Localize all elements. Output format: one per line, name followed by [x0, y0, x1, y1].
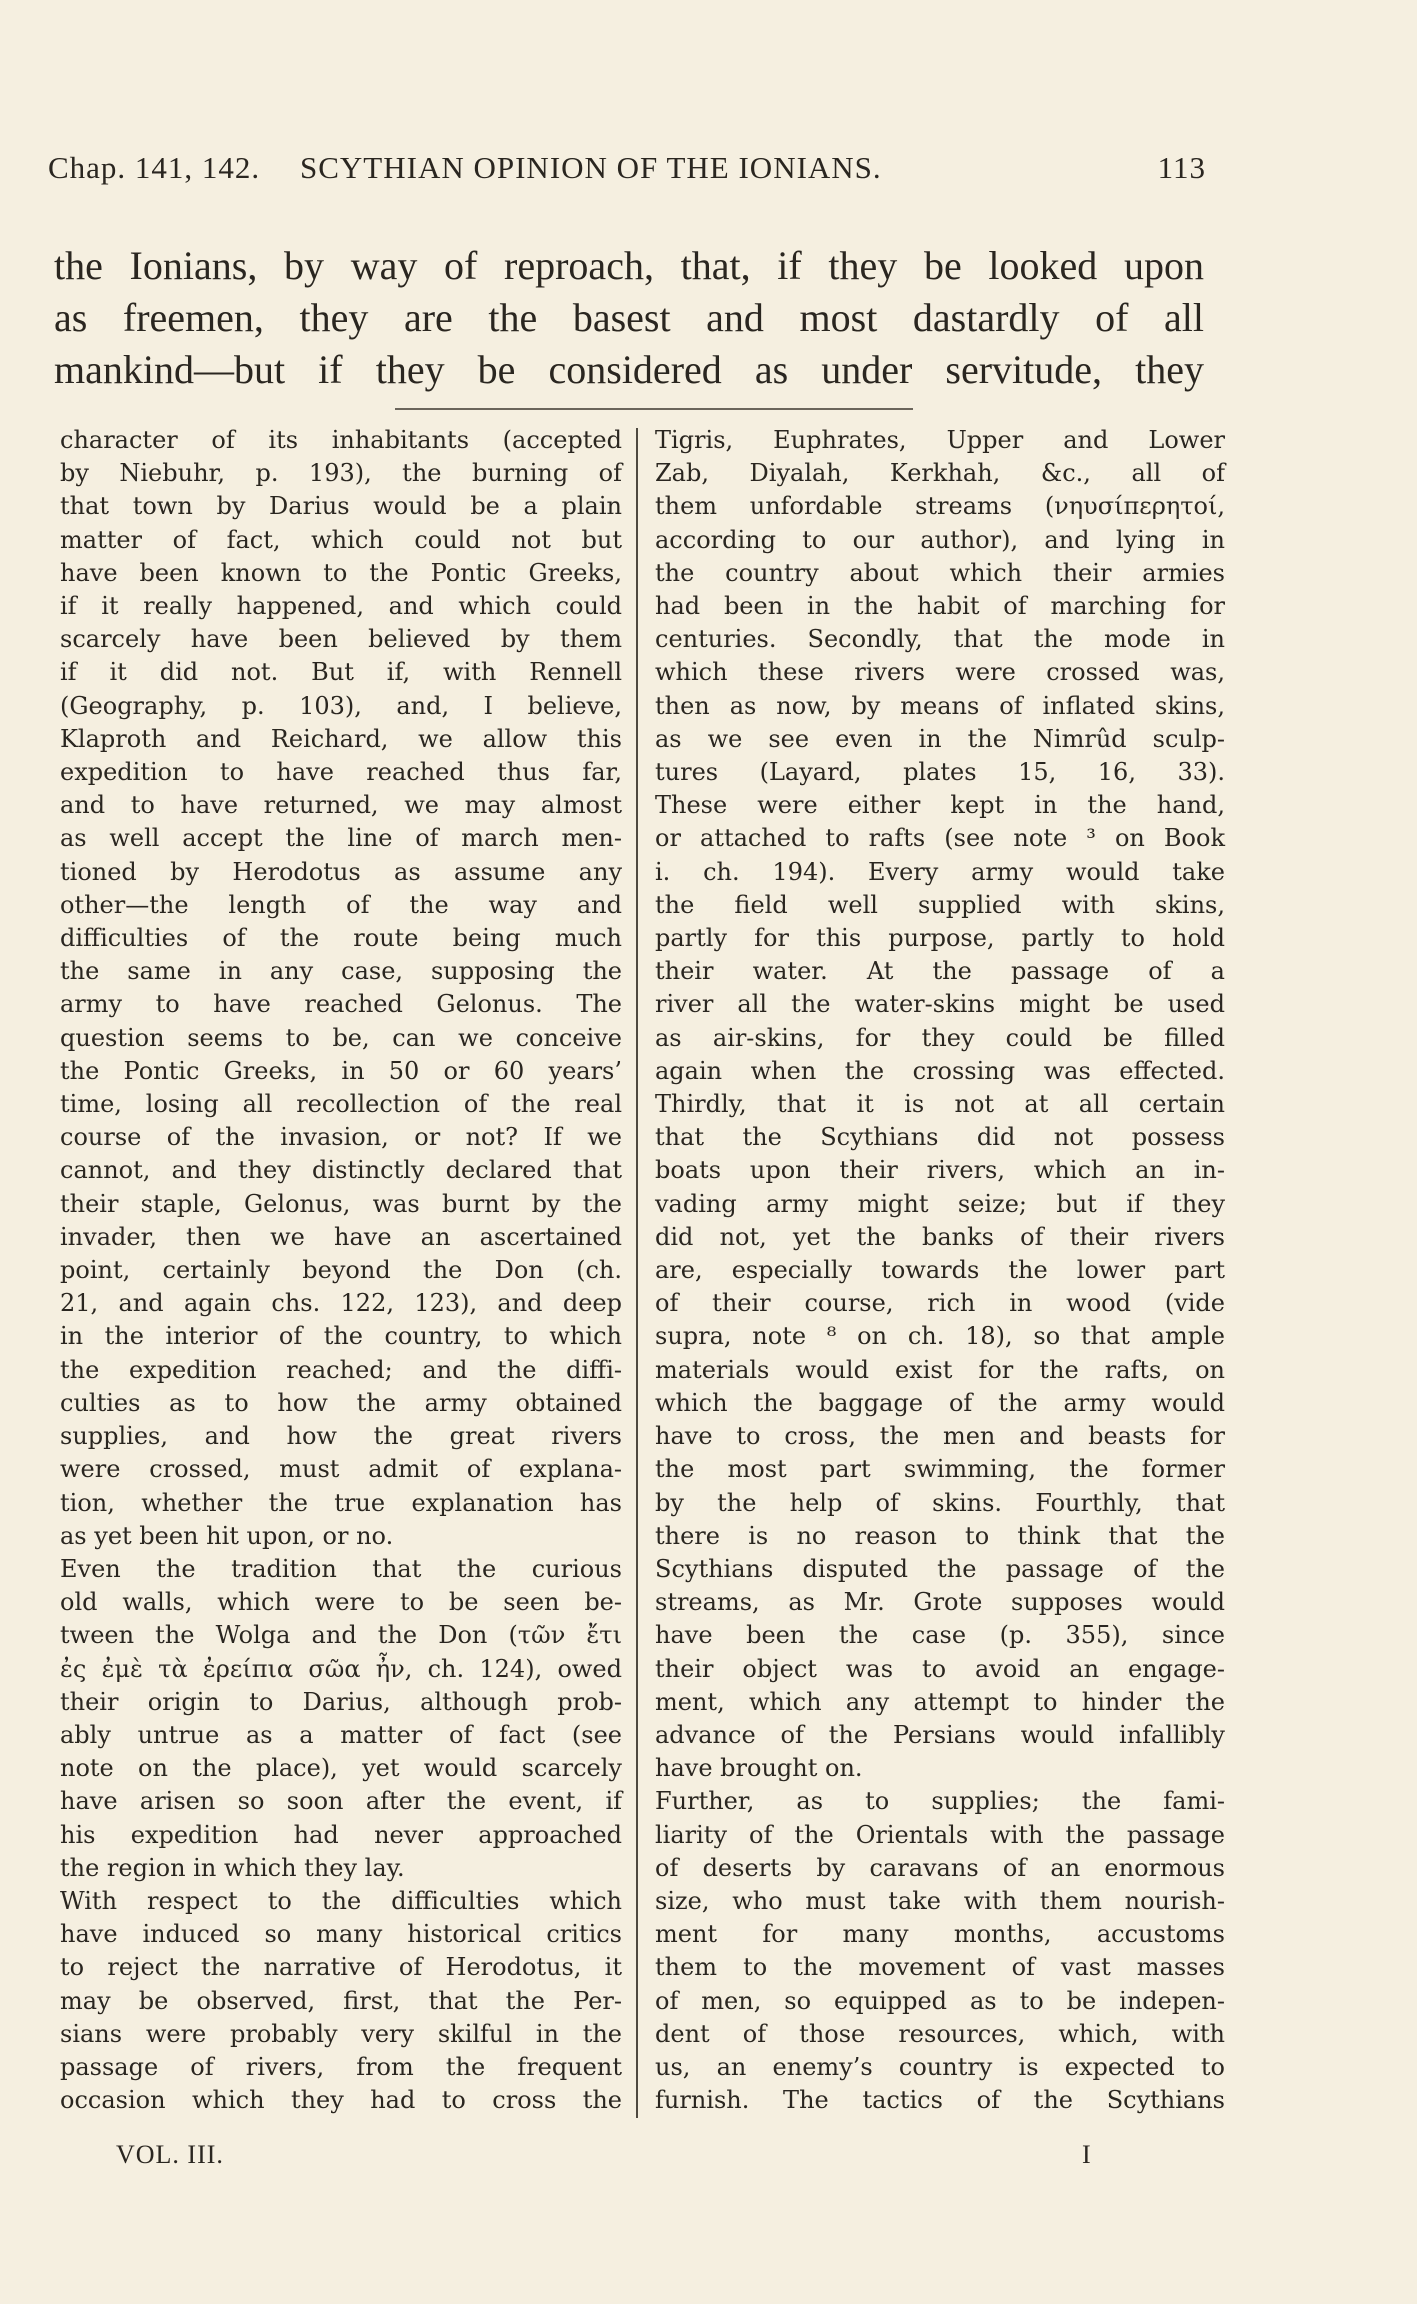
note-line: as we see even in the Nimrûd sculp-: [655, 724, 1225, 753]
note-line: their origin to Darius, although prob-: [60, 1687, 622, 1716]
note-line: by the help of skins. Fourthly, that: [655, 1488, 1225, 1517]
note-line: were crossed, must admit of explana-: [60, 1455, 622, 1484]
note-line: the region in which they lay.: [60, 1853, 405, 1882]
right-note-column: [655, 424, 1225, 2117]
note-line: invader, then we have an ascertained: [60, 1222, 622, 1251]
note-line: which these rivers were crossed was,: [655, 658, 1225, 687]
note-line: ment for many months, accustoms: [655, 1920, 1225, 1949]
note-line: boats upon their rivers, which an in-: [655, 1156, 1225, 1185]
note-line: Thirdly, that it is not at all certain: [655, 1090, 1225, 1119]
note-line: the most part swimming, the former: [655, 1455, 1225, 1484]
page-number: 113: [1157, 150, 1206, 185]
main-text: [54, 240, 1204, 396]
note-line: of their course, rich in wood (vide: [655, 1289, 1225, 1318]
note-line: Even the tradition that the curious: [60, 1554, 622, 1583]
note-line: which the baggage of the army would: [655, 1388, 1225, 1417]
note-line: have been the case (p. 355), since: [655, 1621, 1225, 1650]
signature-mark: I: [1082, 2140, 1092, 2169]
note-line: liarity of the Orientals with the passage: [655, 1820, 1225, 1849]
note-line: With respect to the difficulties which: [60, 1886, 622, 1915]
note-line: tion, whether the true explanation has: [60, 1488, 622, 1517]
note-line: occasion which they had to cross the: [60, 2086, 622, 2115]
note-line: as air-skins, for they could be filled: [655, 1023, 1225, 1052]
note-line: size, who must take with them nourish-: [655, 1886, 1225, 1915]
note-line: or attached to rafts (see note ³ on Book: [655, 824, 1225, 853]
note-line: supplies, and how the great rivers: [60, 1422, 622, 1451]
note-line: ment, which any attempt to hinder the: [655, 1687, 1225, 1716]
note-line: of deserts by caravans of an enormous: [655, 1853, 1225, 1882]
note-line: advance of the Persians would infallibly: [655, 1720, 1225, 1749]
note-line: have to cross, the men and beasts for: [655, 1422, 1225, 1451]
note-line: ably untrue as a matter of fact (see: [60, 1720, 622, 1749]
note-line: as well accept the line of march men-: [60, 824, 622, 853]
note-line: the country about which their armies: [655, 558, 1225, 587]
note-line: Further, as to supplies; the fami-: [655, 1787, 1225, 1816]
main-text-line: the Ionians, by way of reproach, that, if they be looked upon: [54, 243, 1204, 288]
note-line: character of its inhabitants (accepted: [60, 426, 622, 454]
note-line: the field well supplied with skins,: [655, 890, 1225, 919]
note-line: their staple, Gelonus, was burnt by the: [60, 1189, 622, 1218]
note-line: to reject the narrative of Herodotus, it: [60, 1953, 622, 1982]
note-line: their object was to avoid an engage-: [655, 1654, 1225, 1683]
note-line: of men, so equipped as to be indepen-: [655, 1986, 1225, 2015]
note-line: expedition to have reached thus far,: [60, 758, 622, 787]
volume-label: VOL. III.: [116, 2140, 224, 2169]
note-line: by Niebuhr, p. 193), the burning of: [60, 459, 622, 488]
note-line: if it really happened, and which could: [60, 592, 622, 621]
note-line: cannot, and they distinctly declared that: [60, 1156, 622, 1185]
note-line: according to our author), and lying in: [655, 525, 1225, 554]
note-line: have arisen so soon after the event, if: [60, 1787, 622, 1816]
note-line: vading army might seize; but if they: [655, 1189, 1225, 1218]
note-line: the same in any case, supposing the: [60, 957, 622, 986]
note-line: in the interior of the country, to which: [60, 1322, 622, 1351]
note-line: scarcely have been believed by them: [60, 625, 622, 654]
note-line: tween the Wolga and the Don (τῶν ἔτι: [60, 1621, 622, 1650]
note-line: 21, and again chs. 122, 123), and deep: [60, 1289, 622, 1318]
running-head: [48, 150, 1206, 196]
note-line: Scythians disputed the passage of the: [655, 1554, 1225, 1583]
note-line: again when the crossing was effected.: [655, 1056, 1225, 1085]
section-rule: [395, 408, 913, 410]
note-line: Klaproth and Reichard, we allow this: [60, 724, 622, 753]
note-line: (Geography, p. 103), and, I believe,: [60, 691, 622, 720]
note-line: as yet been hit upon, or no.: [60, 1521, 394, 1550]
note-line: us, an enemy’s country is expected to: [655, 2052, 1225, 2081]
main-text-line: mankind—but if they be considered as under servitude, they: [54, 347, 1204, 392]
note-line: tures (Layard, plates 15, 16, 33).: [655, 758, 1225, 787]
note-line: his expedition had never approached: [60, 1820, 622, 1849]
note-line: Tigris, Euphrates, Upper and Lower: [655, 426, 1225, 454]
note-line: time, losing all recollection of the real: [60, 1090, 622, 1119]
note-line: i. ch. 194). Every army would take: [655, 857, 1225, 886]
note-line: the Pontic Greeks, in 50 or 60 years’: [60, 1056, 622, 1085]
note-line: streams, as Mr. Grote supposes would: [655, 1588, 1225, 1617]
note-line: have been known to the Pontic Greeks,: [60, 558, 622, 587]
note-line: river all the water-skins might be used: [655, 990, 1225, 1019]
note-line: if it did not. But if, with Rennell: [60, 658, 622, 687]
note-line: supra, note ⁸ on ch. 18), so that ample: [655, 1322, 1225, 1351]
note-line: had been in the habit of marching for: [655, 592, 1225, 621]
note-line: other—the length of the way and: [60, 890, 622, 919]
note-line: old walls, which were to be seen be-: [60, 1588, 622, 1617]
note-line: These were either kept in the hand,: [655, 791, 1225, 820]
note-line: have induced so many historical critics: [60, 1920, 622, 1949]
note-line: sians were probably very skilful in the: [60, 2019, 622, 2048]
note-line: centuries. Secondly, that the mode in: [655, 625, 1225, 654]
note-line: did not, yet the banks of their rivers: [655, 1222, 1225, 1251]
main-text-line: as freemen, they are the basest and most dastardly of all: [54, 295, 1204, 340]
note-line: have brought on.: [655, 1754, 863, 1783]
note-line: that the Scythians did not possess: [655, 1123, 1225, 1152]
note-line: ἐς ἐμὲ τὰ ἐρείπια σῶα ἦν, ch. 124), owed: [60, 1654, 622, 1683]
note-line: their water. At the passage of a: [655, 957, 1225, 986]
note-line: question seems to be, can we conceive: [60, 1023, 622, 1052]
left-note-column: [60, 424, 622, 2117]
note-line: are, especially towards the lower part: [655, 1256, 1225, 1285]
note-line: note on the place), yet would scarcely: [60, 1754, 622, 1783]
running-title: SCYTHIAN OPINION OF THE IONIANS.: [300, 150, 882, 185]
note-line: tioned by Herodotus as assume any: [60, 857, 622, 886]
column-divider: [636, 428, 638, 2118]
note-line: that town by Darius would be a plain: [60, 492, 622, 521]
note-line: partly for this purpose, partly to hold: [655, 924, 1225, 953]
note-line: Zab, Diyalah, Kerkhah, &c., all of: [655, 459, 1225, 488]
note-line: point, certainly beyond the Don (ch.: [60, 1256, 622, 1285]
note-line: culties as to how the army obtained: [60, 1388, 622, 1417]
page-footer: [0, 2140, 1417, 2180]
note-line: may be observed, first, that the Per-: [60, 1986, 622, 2015]
note-line: difficulties of the route being much: [60, 924, 622, 953]
note-line: army to have reached Gelonus. The: [60, 990, 622, 1019]
note-line: them to the movement of vast masses: [655, 1953, 1225, 1982]
note-line: materials would exist for the rafts, on: [655, 1355, 1225, 1384]
note-line: then as now, by means of inflated skins,: [655, 691, 1225, 720]
note-line: there is no reason to think that the: [655, 1521, 1225, 1550]
note-line: furnish. The tactics of the Scythians: [655, 2086, 1225, 2115]
note-line: passage of rivers, from the frequent: [60, 2052, 622, 2081]
chapter-reference: Chap. 141, 142.: [48, 150, 261, 185]
note-line: matter of fact, which could not but: [60, 525, 622, 554]
note-line: course of the invasion, or not? If we: [60, 1123, 622, 1152]
note-line: dent of those resources, which, with: [655, 2019, 1225, 2048]
note-line: them unfordable streams (νηυσίπερητοί,: [655, 492, 1225, 521]
note-line: and to have returned, we may almost: [60, 791, 622, 820]
note-line: the expedition reached; and the diffi-: [60, 1355, 622, 1384]
